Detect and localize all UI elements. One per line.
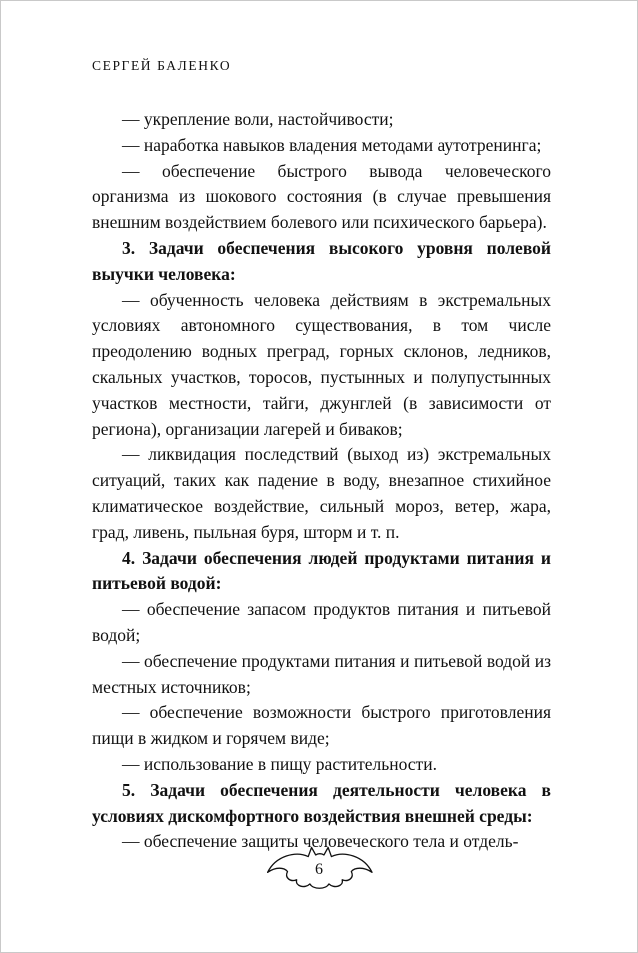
paragraph: — обученность человека действиям в экстремальных условиях автономного существования, в том числе преодолению водных преград, горных склонов, ледников, скальных участков, торосов, пустынных и полупустынных участков местности, тайги, джунглей (в зависимости от региона), организации лагерей и биваков; — [92, 289, 551, 439]
page-footer — [261, 841, 377, 897]
section-heading: 3. Задачи обеспечения высокого уровня полевой выучки человека: — [92, 237, 551, 284]
section-heading: 5. Задачи обеспечения деятельности человека в условиях дискомфортного воздействия внешней среды: — [92, 779, 551, 826]
paragraph: — ликвидация последствий (выход из) экстремальных ситуаций, таких как падение в воду, внезапное стихийное климатическое воздействие, сильный мороз, ветер, жара, град, ливень, пыльная буря, шторм и т. п. — [92, 444, 551, 542]
body-text — [92, 107, 551, 855]
paragraph: — наработка навыков владения методами аутотренинга; — [122, 134, 542, 155]
page-number: 6 — [315, 861, 323, 878]
paragraph: — обеспечение быстрого вывода человеческого организма из шокового состояния (в случае превышения внешним воздействием болевого или психического барьера). — [92, 160, 551, 233]
running-header: СЕРГЕЙ БАЛЕНКО — [92, 58, 232, 73]
paragraph: — обеспечение защиты человеческого тела и отдель- — [122, 831, 519, 852]
paragraph: — использование в пищу растительности. — [122, 753, 437, 774]
paragraph: — укрепление воли, настойчивости; — [122, 109, 394, 129]
section-heading: 4. Задачи обеспечения людей продуктами питания и питьевой водой: — [92, 547, 551, 594]
paragraph: — обеспечение запасом продуктов питания и питьевой водой; — [92, 599, 551, 645]
paragraph: — обеспечение возможности быстрого приготовления пищи в жидком и горячем виде; — [92, 702, 551, 749]
paragraph: — обеспечение продуктами питания и питьевой водой из местных источников; — [92, 650, 551, 697]
